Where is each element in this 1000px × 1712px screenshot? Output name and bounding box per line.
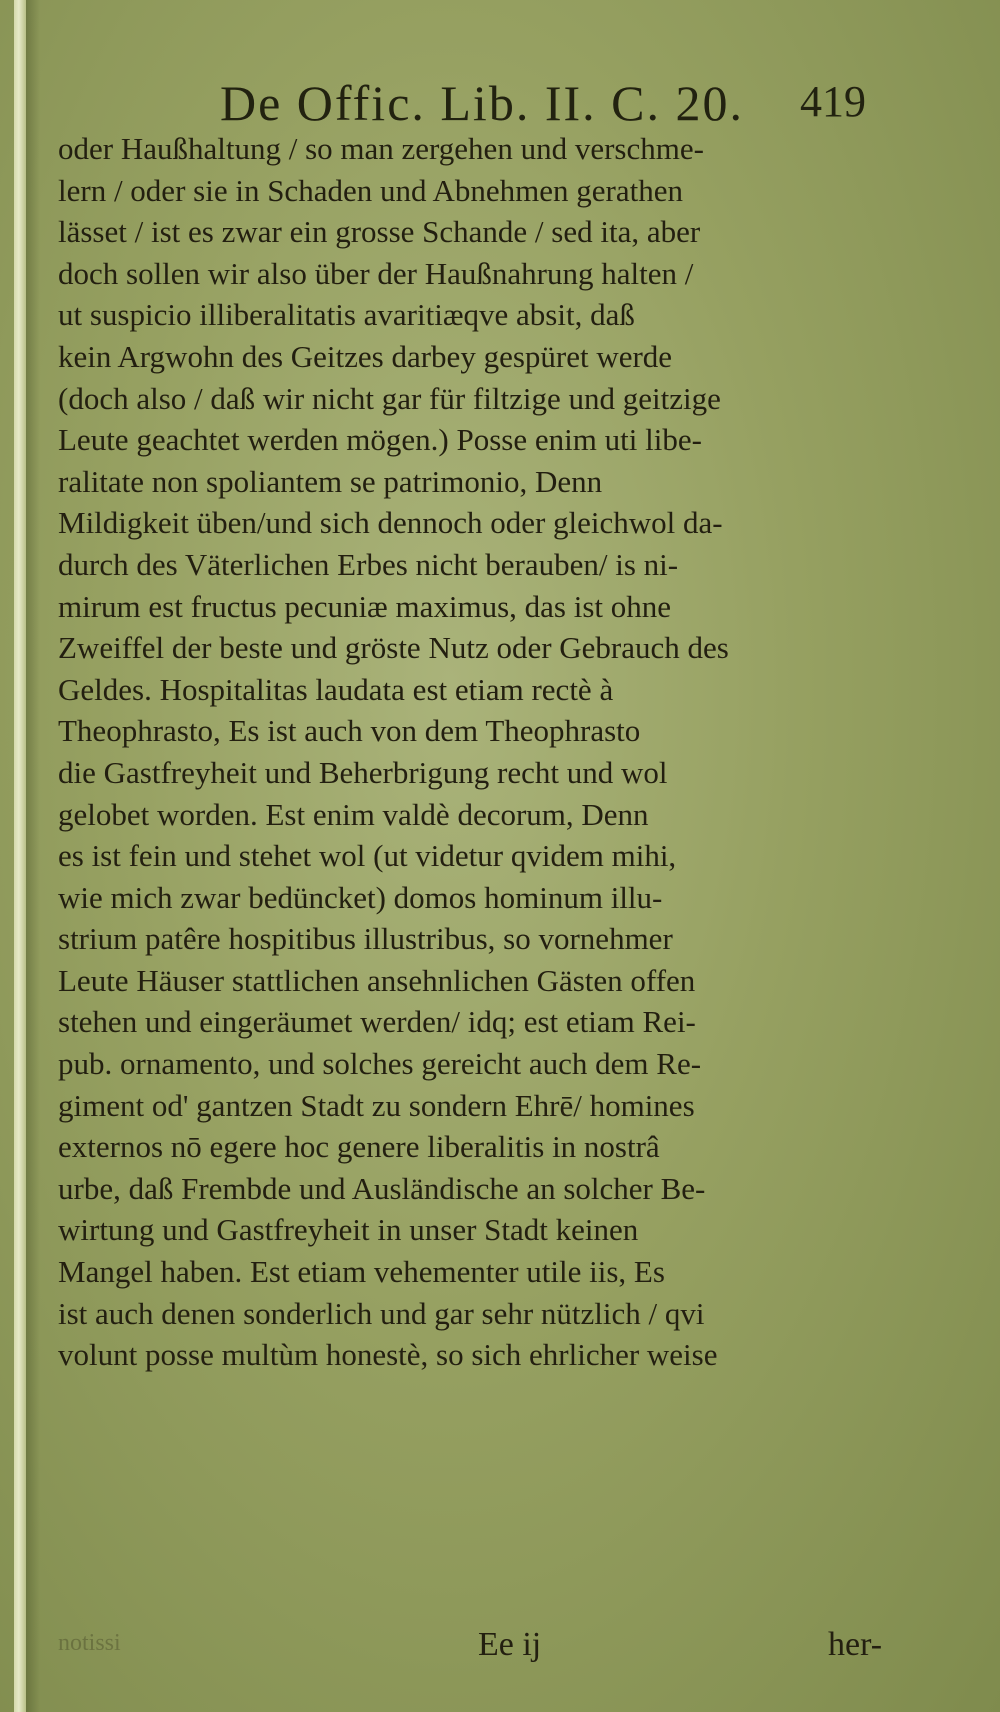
running-head: De Offic. Lib. II. C. 20. xyxy=(220,75,744,131)
text-line: Leute Häuser stattlichen ansehnlichen Gästen offen xyxy=(58,962,696,998)
text-line: oder Haußhaltung / so man zergehen und verschme- xyxy=(58,131,704,166)
text-line: Geldes. Hospitalitas laudata est etiam rectè à xyxy=(58,671,614,707)
text-line: Zweiffel der beste und gröste Nutz oder Gebrauch des xyxy=(58,630,729,666)
page-spine-edge xyxy=(14,0,26,1712)
page-footer xyxy=(58,1626,908,1712)
page-number: 419 xyxy=(800,77,866,126)
text-line: doch sollen wir also über der Haußnahrung halten / xyxy=(58,255,694,291)
text-line: ist auch denen sonderlich und gar sehr nützlich / qvi xyxy=(58,1295,705,1331)
text-line: gelobet worden. Est enim valdè decorum, Denn xyxy=(58,796,649,832)
text-line: stehen und eingeräumet werden/ idq; est etiam Rei- xyxy=(58,1004,696,1040)
body-text xyxy=(58,128,908,1376)
text-line: strium patêre hospitibus illustribus, so vornehmer xyxy=(58,921,673,957)
text-line: lässet / ist es zwar ein grosse Schande / sed ita, aber xyxy=(58,214,701,250)
text-line: externos nō egere hoc genere liberalitis in nostrâ xyxy=(58,1129,660,1165)
text-line: ut suspicio illiberalitatis avaritiæqve absit, daß xyxy=(58,297,635,333)
text-line: Mildigkeit üben/und sich dennoch oder gleichwol da- xyxy=(58,505,723,541)
text-line: giment od' gantzen Stadt zu sondern Ehrē/ homines xyxy=(58,1087,695,1123)
text-line: Theophrasto, Es ist auch von dem Theophrasto xyxy=(58,713,641,749)
text-line: wie mich zwar bedüncket) domos hominum illu- xyxy=(58,879,663,915)
text-line: es ist fein und stehet wol (ut videtur qvidem mihi, xyxy=(58,838,677,874)
text-line: wirtung und Gastfreyheit in unser Stadt keinen xyxy=(58,1212,639,1248)
text-line: die Gastfreyheit und Beherbrigung recht und wol xyxy=(58,754,668,790)
gutter-shadow xyxy=(26,0,40,1712)
text-line: lern / oder sie in Schaden und Abnehmen gerathen xyxy=(58,172,683,208)
text-line: durch des Väterlichen Erbes nicht berauben/ is ni- xyxy=(58,546,679,582)
text-line: volunt posse multùm honestè, so sich ehrlicher weise xyxy=(58,1337,718,1373)
text-line: pub. ornamento, und solches gereicht auch dem Re- xyxy=(58,1046,702,1082)
text-line: (doch also / daß wir nicht gar für filtzige und geitzige xyxy=(58,380,721,416)
text-line: ralitate non spoliantem se patrimonio, Denn xyxy=(58,463,603,499)
text-line: urbe, daß Frembde und Ausländische an solcher Be- xyxy=(58,1170,706,1206)
text-line: mirum est fructus pecuniæ maximus, das ist ohne xyxy=(58,588,672,624)
signature-mark: Ee ij xyxy=(478,1626,542,1663)
text-line: Leute geachtet werden mögen.) Posse enim uti libe- xyxy=(58,422,702,458)
text-line: kein Argwohn des Geitzes darbey gespüret werde xyxy=(58,338,673,374)
text-line: Mangel haben. Est etiam vehementer utile iis, Es xyxy=(58,1254,665,1290)
catchword: her- xyxy=(828,1626,883,1663)
bleed-through-text: notissi xyxy=(58,1630,121,1656)
